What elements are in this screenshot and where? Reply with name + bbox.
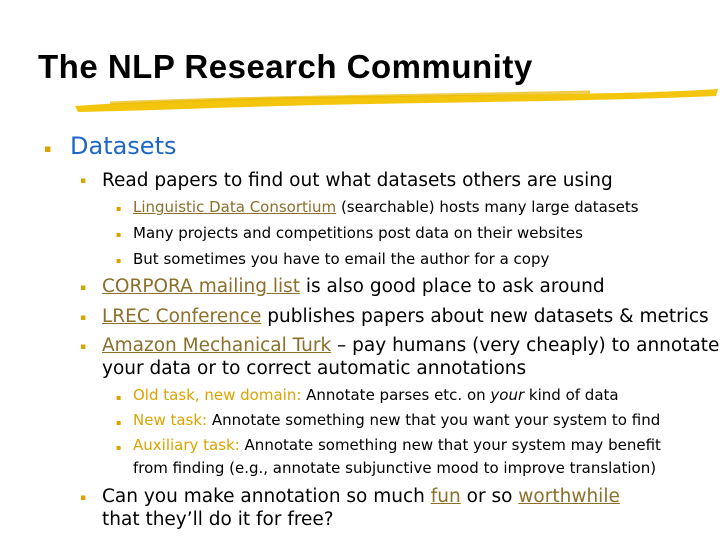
title-underline-brush xyxy=(70,84,720,114)
amt-link[interactable]: Amazon Mechanical Turk xyxy=(102,335,332,356)
fun-link[interactable]: fun xyxy=(430,486,461,507)
corpora-link[interactable]: CORPORA mailing list xyxy=(102,276,300,297)
amt-line2: your data or to correct automatic annotations xyxy=(102,358,527,379)
bullet-icon: ▪ xyxy=(116,204,122,213)
old-task-label: Old task, new domain: xyxy=(133,386,302,404)
aux-task-label: Auxiliary task: xyxy=(133,436,240,454)
aux-task-rest: Annotate something new that your system may benefit xyxy=(239,436,661,454)
old-task-rest-a: Annotate parses etc. on xyxy=(301,386,491,404)
amt-item xyxy=(102,335,719,356)
bullet-icon: ▪ xyxy=(80,283,87,293)
bullet-icon: ▪ xyxy=(44,142,52,155)
bullet-icon: ▪ xyxy=(80,176,87,186)
can-you-a: Can you make annotation so much xyxy=(102,486,431,507)
bullet-icon: ▪ xyxy=(80,342,87,352)
bullet-icon: ▪ xyxy=(116,256,122,265)
lrec-item xyxy=(102,306,709,327)
amt-rest: – pay humans (very cheaply) to annotate xyxy=(331,335,720,356)
new-task-rest: Annotate something new that you want your system to find xyxy=(207,411,661,429)
new-task-label: New task: xyxy=(133,411,208,429)
can-you-item xyxy=(102,486,620,507)
bullet-icon: ▪ xyxy=(116,393,122,402)
ldc-link[interactable]: Linguistic Data Consortium xyxy=(133,198,337,216)
new-task-item xyxy=(133,411,660,429)
sometimes-text: But sometimes you have to email the author for a copy xyxy=(133,250,550,268)
lrec-link[interactable]: LREC Conference xyxy=(102,306,262,327)
page-title: The NLP Research Community xyxy=(38,48,533,85)
bullet-icon: ▪ xyxy=(116,418,122,427)
old-task-rest-b: kind of data xyxy=(524,386,619,404)
can-you-line2: that they’ll do it for free? xyxy=(102,509,334,530)
corpora-rest: is also good place to ask around xyxy=(300,276,605,297)
ldc-item xyxy=(133,198,639,216)
bullet-icon: ▪ xyxy=(80,493,87,503)
bullet-icon: ▪ xyxy=(80,313,87,323)
datasets-heading: Datasets xyxy=(70,132,177,160)
bullet-icon: ▪ xyxy=(116,443,122,452)
ldc-rest: (searchable) hosts many large datasets xyxy=(336,198,639,216)
worthwhile-link[interactable]: worthwhile xyxy=(518,486,620,507)
aux-task-item xyxy=(133,436,661,454)
lrec-rest: publishes papers about new datasets & metrics xyxy=(261,306,709,327)
read-papers-text: Read papers to find out what datasets others are using xyxy=(102,170,613,191)
can-you-b: or so xyxy=(460,486,519,507)
old-task-item xyxy=(133,386,619,404)
many-projects-text: Many projects and competitions post data on their websites xyxy=(133,224,583,242)
old-task-italic: your xyxy=(490,386,525,404)
aux-task-line2: from finding (e.g., annotate subjunctive mood to improve translation) xyxy=(133,459,657,477)
bullet-icon: ▪ xyxy=(116,230,122,239)
corpora-item xyxy=(102,276,605,297)
